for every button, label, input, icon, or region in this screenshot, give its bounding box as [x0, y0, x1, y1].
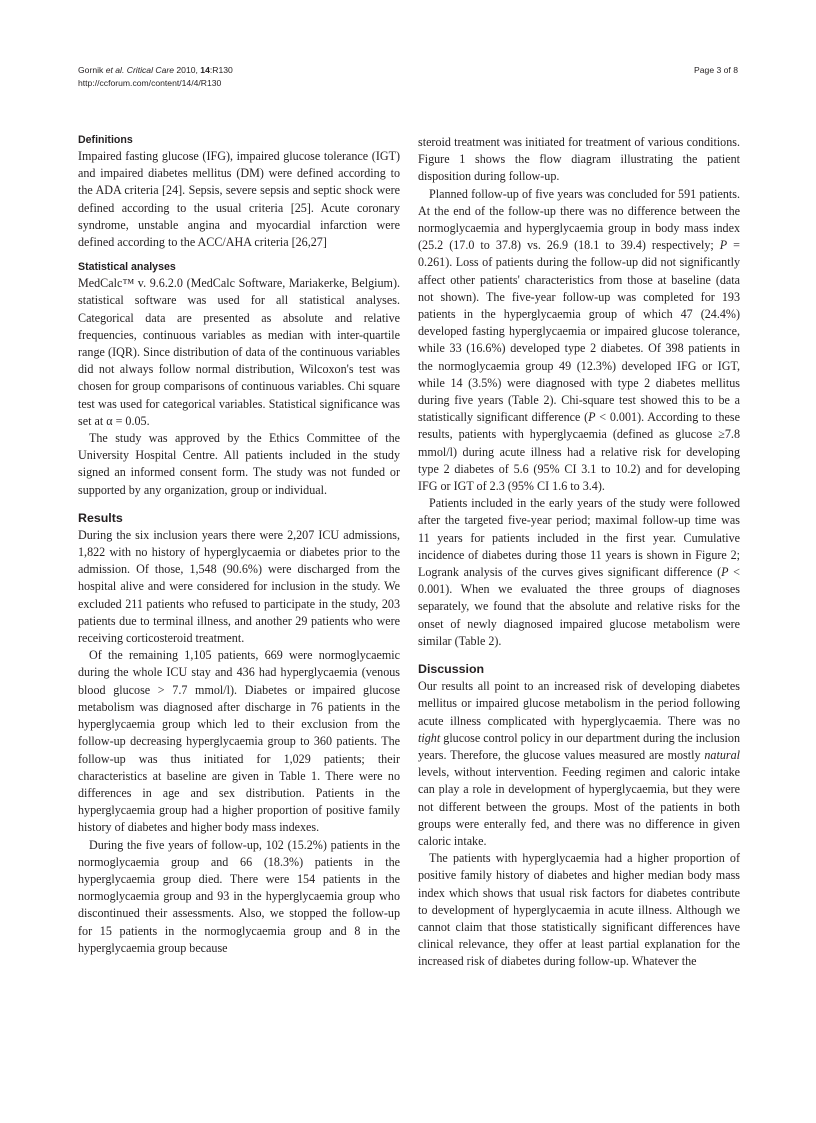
results-paragraph-1: During the six inclusion years there were 2,207 ICU admissions, 1,822 with no history of hyperglycaemia or diabetes prior to the admission. Of those, 1,548 (90.6%) were discharged from the hospital alive and were considered for inclusion in the study. We excluded 211 patients who refused to participate in the study, 203 patients due to terminal illness, and another 29 patients who were receiving corticosteroid treatment.: [78, 527, 400, 646]
citation-volume: 14: [200, 65, 210, 75]
definitions-paragraph: Impaired fasting glucose (IFG), impaired glucose tolerance (IGT) and impaired diabetes mellitus (DM) were defined according to the ADA criteria [24]. Sepsis, severe sepsis and septic shock were defined according to the usual criteria [25]. Acute coronary syndrome, unstable angina and myocardial infarction were defined according to the ACC/AHA criteria [26,27]: [78, 149, 400, 250]
results-paragraph-3: During the five years of follow-up, 102 (15.2%) patients in the normoglycaemia group and 66 (18.3%) patients in the hyperglycaemia group died. There were 154 patients in the normoglycaemia group and 93 in the hyperglycaemia group who discontinued their assessments. Also, we stopped the follow-up for 15 patients in the normoglycaemia group and 8 in the hyperglycaemia group because: [78, 837, 400, 955]
ethics-paragraph: The study was approved by the Ethics Committee of the University Hospital Centre. All patients included in the study signed an informed consent form. The study was not funded or supported by any organization, group or individual.: [78, 431, 400, 497]
right-column: [418, 134, 740, 971]
results-paragraph-2: Of the remaining 1,105 patients, 669 were normoglycaemic during the whole ICU stay and 436 had hyperglycaemia (venous blood glucose > 7.7 mmol/l). Diabetes or impaired glucose metabolism was diagnosed after discharge in 76 patients in the hyperglycaemia group which led to their exclusion from the follow-up decreasing hyperglycaemia group to 360 patients. The follow-up was thus initiated for 1,029 patients; their characteristics at baseline are given in Table 1. There were no differences in age and sex distribution. Patients in the hyperglycaemia group had a higher proportion of positive family history of diabetes and higher body mass indexes.: [78, 648, 400, 835]
results-paragraph-6: Patients included in the early years of the study were followed after the targeted five-year period; maximal follow-up time was 11 years for patients included in the first year. Cumulative incidence of diabetes during those 11 years is shown in Figure 2; Logrank analysis of the curves gives significant difference (P < 0.001). When we evaluated the three groups of diagnoses separately, we found that the absolute and relative risks for the onset of newly diagnosed impaired glucose metabolism were similar (Table 2).: [418, 496, 740, 648]
citation-year: 2010,: [174, 65, 201, 75]
article-url[interactable]: http://ccforum.com/content/14/4/R130: [78, 78, 222, 88]
running-header-citation: [78, 64, 233, 90]
results-paragraph-5: Planned follow-up of five years was concluded for 591 patients. At the end of the follow-up there was no difference between the normoglycaemia and hyperglycaemia group in body mass index (25.2 (17.0 to 37.8) vs. 26.9 (18.1 to 39.4) respectively; P = 0.261). Loss of patients during the follow-up did not significantly affect other patients' characteristics from those at baseline (data not shown). The five-year follow-up was completed for 193 patients in the hyperglycaemia group of which 47 (24.4%) developed fasting hyperglycaemia or impaired glucose tolerance, while 33 (16.6%) developed type 2 diabetes. Of 398 patients in the normoglycaemia group 49 (12.3%) developed IFG or IGT, while 14 (3.5%) were diagnosed with type 2 diabetes mellitus during five years (Table 2). Chi-square test showed this to be a statistically significant difference (P < 0.001). According to these results, patients with hyperglycaemia (defined as glucose ≥7.8 mmol/l) during acute illness had a relative risk for developing type 2 diabetes of 5.6 (95% CI 3.1 to 10.2) and for developing IFG or IGT of 2.3 (95% CI 1.6 to 3.4).: [418, 186, 740, 494]
citation-line: [78, 64, 233, 77]
citation-etal: et al.: [105, 65, 125, 75]
statistical-analyses-paragraph: MedCalc™ v. 9.6.2.0 (MedCalc Software, Mariakerke, Belgium). statistical software was used for all statistical analyses. Categorical data are presented as absolute and relative frequencies, continuous variables as median with inter-quartile range (IQR). Since distribution of data of the continuous variables did not always follow normal distribution, Wilcoxon's test was chosen for group comparisons of continuous variables. Chi square test was used for categorical variables. Statistical significance was set at α = 0.05.: [78, 276, 400, 428]
results-paragraph-4: steroid treatment was initiated for treatment of various conditions. Figure 1 shows the flow diagram illustrating the patient disposition during follow-up.: [418, 135, 740, 184]
discussion-heading: Discussion: [418, 662, 485, 677]
discussion-paragraph-1: Our results all point to an increased risk of developing diabetes mellitus or impaired glucose metabolism in the period following acute illness complicated with hyperglycaemia. There was no tight glucose control policy in our department during the inclusion years. Therefore, the glucose values measured are mostly natural levels, without intervention. Feeding regimen and caloric intake can play a role in development of hyperglycaemia, but they were not different between the groups. Most of the patients in both groups were enterally fed, and there was no difference in given caloric intake.: [418, 679, 740, 848]
page-number: Page 3 of 8: [694, 65, 738, 75]
citation-author: Gornik: [78, 65, 106, 75]
left-column: [78, 133, 400, 957]
statistical-analyses-heading: Statistical analyses: [78, 261, 176, 274]
definitions-heading: Definitions: [78, 134, 133, 146]
results-heading: Results: [78, 510, 123, 525]
discussion-paragraph-2: The patients with hyperglycaemia had a higher proportion of positive family history of diabetes and higher median body mass index which shows that usual risk factors for diabetes contribute to development of hyperglycaemia in acute illness. Although we cannot claim that those statistically significant differences have clinical relevance, they offer at least partial explanation for the increased risk of diabetes during follow-up. Whatever the: [418, 851, 740, 969]
citation-article: :R130: [209, 65, 233, 75]
citation-journal: Critical Care: [126, 65, 175, 75]
